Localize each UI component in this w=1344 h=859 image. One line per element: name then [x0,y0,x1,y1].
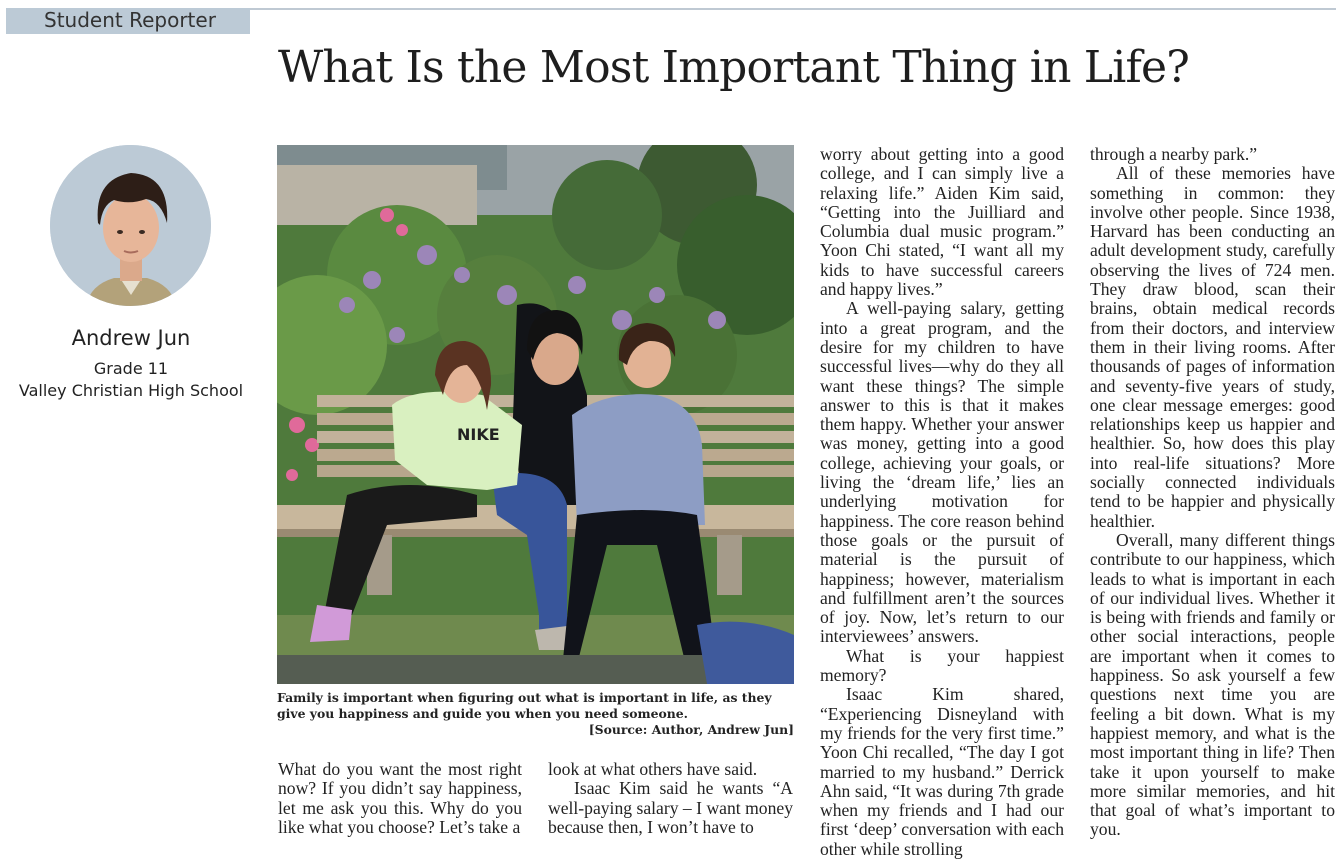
author-avatar [50,145,211,306]
paragraph: Overall, many different things contribute to our happiness, which leads to what is important in each of our individual lives. Whether it is being with friends and family or other social interactions, people are important when it comes to happiness. So ask yourself a few questions next time you are feeling a bit down. What is my happiest memory, and what is the most important thing in life? Then take it upon yourself to make more similar memories, and hit that goal of what’s important to you. [1090,529,1335,840]
article-photo [277,145,794,684]
paragraph: worry about getting into a good college, and I can simply live a relaxing life.” Aiden Kim said, “Getting into the Juilliard and Columbia dual music program.” Yoon Chi stated, “I want all my kids to have successful careers and happy lives.” [820,144,1064,300]
photo-caption [277,690,794,738]
article-column-1 [278,760,522,837]
section-tag: Student Reporter [6,8,250,34]
article-column-3 [820,145,1064,859]
author-school: Valley Christian High School [18,381,244,400]
paragraph: What do you want the most right now? If you didn’t say happiness, let me ask you this. Why do you like what you choose? Let’s take a [278,759,522,837]
paragraph: What is your happiest memory? [820,645,1064,686]
paragraph: look at what others have said. [548,759,758,779]
paragraph: Isaac Kim said he wants “A well-paying salary – I want money because then, I won’t have to [548,778,793,837]
author-portrait-illustration [50,145,211,306]
caption-source: [Source: Author, Andrew Jun] [588,722,794,737]
paragraph: through a nearby park.” [1090,144,1258,164]
paragraph: A well-paying salary, getting into a great program, and the desire for my children to have successful lives—why do they all want these things? The simple answer to this is that it makes them happy. Whether your answer was money, getting into a good college, achieving your goals, or living the ‘dream life,’ lies an underlying motivation for happiness. The core reason behind those goals or the pursuit of material is the pursuit of happiness; however, materialism and fulfillment aren’t the sources of joy. Now, let’s return to our interviewees’ answers. [820,298,1064,647]
article-column-4 [1090,145,1335,840]
author-name: Andrew Jun [71,326,191,350]
author-grade: Grade 11 [93,359,169,378]
article-column-2 [548,760,793,837]
caption-text: Family is important when figuring out what is important in life, as they give you happiness and guide you when you need someone. [277,690,772,721]
nike-logo-text: NIKE [457,425,500,444]
paragraph: Isaac Kim shared, “Experiencing Disneyland with my friends for the very first time.” Yoon Chi recalled, “The day I got married to my husband.” Derrick Ahn said, “It was during 7th grade when my friends and I had our first ‘deep’ conversation with each other while strolling [820,684,1064,859]
article-headline: What Is the Most Important Thing in Life? [278,42,1190,93]
paragraph: All of these memories have something in common: they involve other people. Since 1938, Harvard has been conducting an adult development study, carefully observing the lives of 724 men. They draw blood, scan their brains, obtain medical records from their doctors, and interview them in their living rooms. After thousands of pages of information and seventy-five years of study, one clear message emerges: good relationships keep us happier and healthier. So, how does this play into real-life situations? More socially connected individuals tend to be happier and physically healthier. [1090,163,1335,531]
